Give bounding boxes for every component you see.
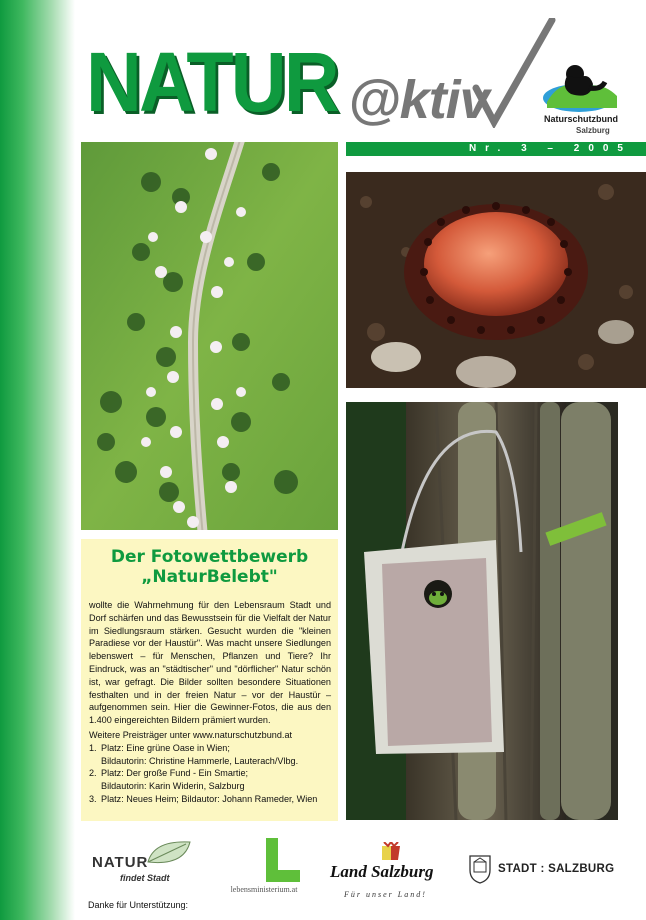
thanks-label: Danke für Unterstützung: — [88, 900, 189, 910]
competition-infobox — [81, 539, 338, 821]
infobox-title — [81, 547, 338, 587]
more-winners-link: Weitere Preisträger unter www.naturschutzbund.at — [89, 730, 293, 740]
infobox-body-text: wollte die Wahrnehmung für den Lebensraum Stadt und Dorf schärfen und das Bewusstsein für die Vielfalt der Natur im Siedlungsraum stärken. Gesucht wurden die "kleinen Paradiese vor der Haustür". Was macht unsere Siedlungen lebenswert – für Menschen, Pflanzen und Tiere? Ihr Eindruck, was an "städtischer" und "dörflicher" Natur schön ist, war gefragt. Die Bilder sollten besondere Situationen festhalten und in der freien Natur – vor der Haustür – aufgenommen sein. Hier die Gewinner-Fotos, die aus den 1.400 eingereichten Bildern prämiert wurden. — [89, 600, 331, 726]
issue-number: Nr. 3 – 2005 — [468, 143, 632, 154]
city-coat-of-arms-icon — [468, 854, 492, 884]
prize-list — [89, 729, 335, 806]
prize-1-credit: Bildautorin: Christine Hammerle, Lauterach/Vlbg. — [101, 755, 299, 766]
photo-aerial-park — [81, 142, 338, 530]
prize-1-text: Platz: Eine grüne Oase in Wien; — [101, 742, 230, 753]
prize-2 — [89, 767, 335, 780]
photo-nestbox — [346, 402, 618, 820]
lebensministerium-text: lebensministerium.at — [230, 885, 298, 894]
logo-region: Salzburg — [576, 126, 610, 135]
issue-band — [346, 142, 646, 156]
salzburg-crest-icon — [380, 842, 402, 862]
land-salzburg-name: Land Salzburg — [330, 862, 434, 881]
prize-2-text: Platz: Der große Fund - Ein Smartie; — [101, 768, 249, 779]
logo-name: Naturschutzbund — [544, 114, 618, 124]
natur-stadt-word: NATUR — [92, 854, 149, 871]
masthead — [86, 18, 646, 143]
prize-3-text: Platz: Neues Heim; Bildautor: Johann Rameder, Wien — [101, 793, 318, 804]
naturschutzbund-logo — [531, 58, 631, 135]
lebensministerium-logo — [214, 838, 314, 898]
title-natur: NATUR — [86, 35, 337, 129]
prize-1-number: 1. — [89, 742, 97, 753]
natur-stadt-sub: findet Stadt — [120, 873, 170, 883]
prize-2-credit: Bildautorin: Karin Widerin, Salzburg — [101, 781, 245, 792]
stadt-salzburg-logo — [468, 852, 628, 886]
photo-smartie-ants — [346, 172, 646, 388]
stadt-salzburg-name: STADT : SALZBURG — [498, 863, 615, 875]
prize-1 — [89, 742, 335, 755]
leaf-icon — [144, 838, 194, 868]
prize-3 — [89, 793, 335, 806]
infobox-title-line2: „NaturBelebt" — [141, 567, 278, 587]
green-gradient-bar — [0, 0, 75, 920]
lebensministerium-l-icon — [264, 838, 304, 884]
infobox-body — [89, 599, 331, 727]
prize-2-number: 2. — [89, 768, 97, 779]
title-aktiv: @ktiv — [348, 70, 489, 130]
natur-findet-stadt-logo — [92, 838, 202, 888]
beaver-logo-icon — [531, 58, 631, 116]
land-salzburg-logo — [330, 842, 460, 902]
infobox-title-line1: Der Fotowettbewerb — [110, 547, 309, 567]
prize-3-number: 3. — [89, 793, 97, 804]
land-salzburg-tagline: Für unser Land! — [344, 890, 427, 899]
